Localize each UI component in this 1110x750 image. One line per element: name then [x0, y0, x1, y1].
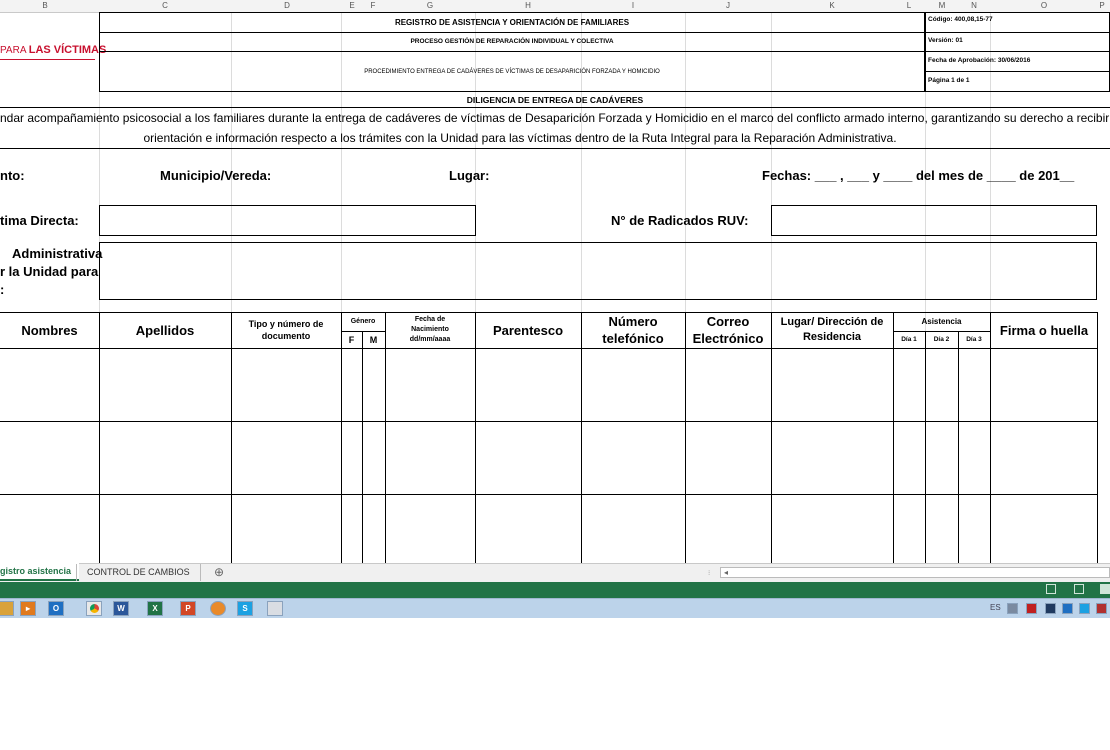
chrome-icon[interactable]	[86, 601, 102, 616]
acrobat-tray-icon[interactable]	[1026, 603, 1037, 614]
header-nacimiento: Fecha de Nacimiento dd/mm/aaaa	[409, 316, 451, 343]
header-dia-3: Día 3	[966, 336, 982, 343]
column-header-g[interactable]: G	[426, 1, 434, 10]
excel-icon[interactable]: X	[147, 601, 163, 616]
departamento-label: nto:	[0, 168, 25, 183]
column-header-h[interactable]: H	[525, 1, 531, 10]
header-dia-2: Día 2	[933, 336, 950, 343]
municipio-label: Municipio/Vereda:	[160, 168, 272, 183]
procedure-name: PROCEDIMIENTO ENTREGA DE CADÁVERES DE VÍCTIMAS DE DESAPARICIÓN FORZADA Y HOMICIDIO	[364, 68, 660, 75]
windows-taskbar	[0, 598, 1110, 618]
logo-prefix: PARA	[0, 45, 29, 56]
objective-line-2: orientación e información respecto a los trámites con la Unidad para las víctimas dentro de la Ruta Integral para la Reparación Administrativa.	[143, 131, 897, 145]
radicados-input[interactable]	[771, 205, 1097, 236]
status-bar	[0, 582, 1110, 598]
radicados-label: N° de Radicados RUV:	[611, 213, 749, 228]
form-title: REGISTRO DE ASISTENCIA Y ORIENTACIÓN DE FAMILIARES	[394, 17, 630, 27]
page-layout-icon[interactable]	[1074, 584, 1084, 594]
page-break-icon[interactable]	[1100, 584, 1110, 594]
fechas-label: Fechas: ___ , ___ y ____ del mes de ____ de 201__	[762, 168, 1075, 183]
column-header-b[interactable]: B	[42, 1, 48, 10]
header-genero-m: M	[369, 334, 378, 345]
skype-tray-icon[interactable]	[1079, 603, 1090, 614]
add-sheet-icon[interactable]: ⊕	[214, 565, 225, 579]
column-header-l[interactable]: L	[906, 1, 912, 10]
process-name: PROCESO GESTIÓN DE REPARACIÓN INDIVIDUAL Y COLECTIVA	[410, 38, 614, 45]
header-genero-f: F	[348, 334, 355, 345]
column-header-f[interactable]: F	[370, 1, 376, 10]
header-parentesco: Parentesco	[492, 322, 564, 338]
sheet-tab-registro[interactable]: gistro asistencia	[0, 563, 79, 581]
powerpoint-icon[interactable]: P	[180, 601, 196, 616]
header-documento: Tipo y número de documento	[248, 319, 324, 341]
language-indicator[interactable]: ES	[990, 603, 1001, 612]
paint-icon[interactable]	[267, 601, 283, 616]
victima-directa-label: tima Directa:	[0, 213, 79, 228]
approval-date-label: Fecha de Aprobación: 30/06/2016	[928, 57, 1031, 64]
column-header-j[interactable]: J	[726, 1, 730, 10]
objective-line-1: ndar acompañamiento psicosocial a los familiares durante la entrega de cadáveres de víctimas de Desaparición Forzada y Homicidio en el marco del conflicto armado interno, garantizando su derecho a recibir	[0, 111, 1110, 125]
outlook-icon[interactable]: O	[48, 601, 64, 616]
normal-view-icon[interactable]	[1046, 584, 1056, 594]
column-header-n[interactable]: N	[971, 1, 977, 10]
lugar-label: Lugar:	[449, 168, 490, 183]
skype-icon[interactable]: S	[237, 601, 253, 616]
tab-split-handle[interactable]: ⁝	[708, 570, 711, 577]
header-residencia: Lugar/ Dirección de Residencia	[780, 316, 884, 343]
code-label: Código: 400,08,15-77	[928, 16, 993, 23]
explorer-icon[interactable]	[0, 601, 14, 616]
column-header-e[interactable]: E	[349, 1, 355, 10]
horizontal-scrollbar[interactable]	[720, 567, 1110, 578]
logo-brand: LAS VÍCTIMAS	[28, 44, 107, 56]
attendance-table	[0, 312, 1098, 564]
header-nombres: Nombres	[21, 322, 78, 338]
column-header-p[interactable]: P	[1099, 1, 1105, 10]
header-genero: Género	[350, 318, 376, 325]
column-header-k[interactable]: K	[829, 1, 835, 10]
admin-label-line-3: :	[0, 282, 5, 297]
diligencia-title: DILIGENCIA DE ENTREGA DE CADÁVERES	[0, 92, 1110, 108]
header-dia-1: Día 1	[901, 336, 917, 343]
security-tray-icon[interactable]	[1096, 603, 1107, 614]
admin-input[interactable]	[99, 242, 1097, 300]
network-tray-icon[interactable]	[1045, 603, 1056, 614]
column-header-c[interactable]: C	[162, 1, 168, 10]
header-asistencia: Asistencia	[921, 317, 962, 326]
header-firma: Firma o huella	[999, 322, 1089, 338]
admin-label-line-2: r la Unidad para	[0, 264, 99, 279]
header-correo: Correo Electrónico	[692, 314, 764, 346]
header-apellidos: Apellidos	[135, 322, 195, 338]
logo-area	[0, 12, 107, 92]
header-telefono: Número telefónico	[602, 314, 664, 346]
admin-label-line-1: Administrativa	[12, 246, 103, 261]
page-label: Página 1 de 1	[928, 77, 970, 84]
column-header-d[interactable]: D	[284, 1, 290, 10]
column-header-m[interactable]: M	[938, 1, 946, 10]
keyboard-icon[interactable]	[1007, 603, 1018, 614]
victima-directa-input[interactable]	[99, 205, 476, 236]
sheet-tab-control-cambios[interactable]: CONTROL DE CAMBIOS	[76, 564, 201, 581]
word-icon[interactable]: W	[113, 601, 129, 616]
logo-text	[0, 44, 106, 56]
scroll-left-icon[interactable]: ◂	[724, 568, 729, 577]
column-header-o[interactable]: O	[1040, 1, 1048, 10]
firefox-icon[interactable]	[210, 601, 226, 616]
sheet-tab-bar	[0, 563, 1110, 582]
version-label: Versión: 01	[928, 37, 963, 44]
column-header-i[interactable]: I	[631, 1, 635, 10]
admin-label	[0, 245, 102, 299]
media-player-icon[interactable]: ▸	[20, 601, 36, 616]
outlook-tray-icon[interactable]	[1062, 603, 1073, 614]
